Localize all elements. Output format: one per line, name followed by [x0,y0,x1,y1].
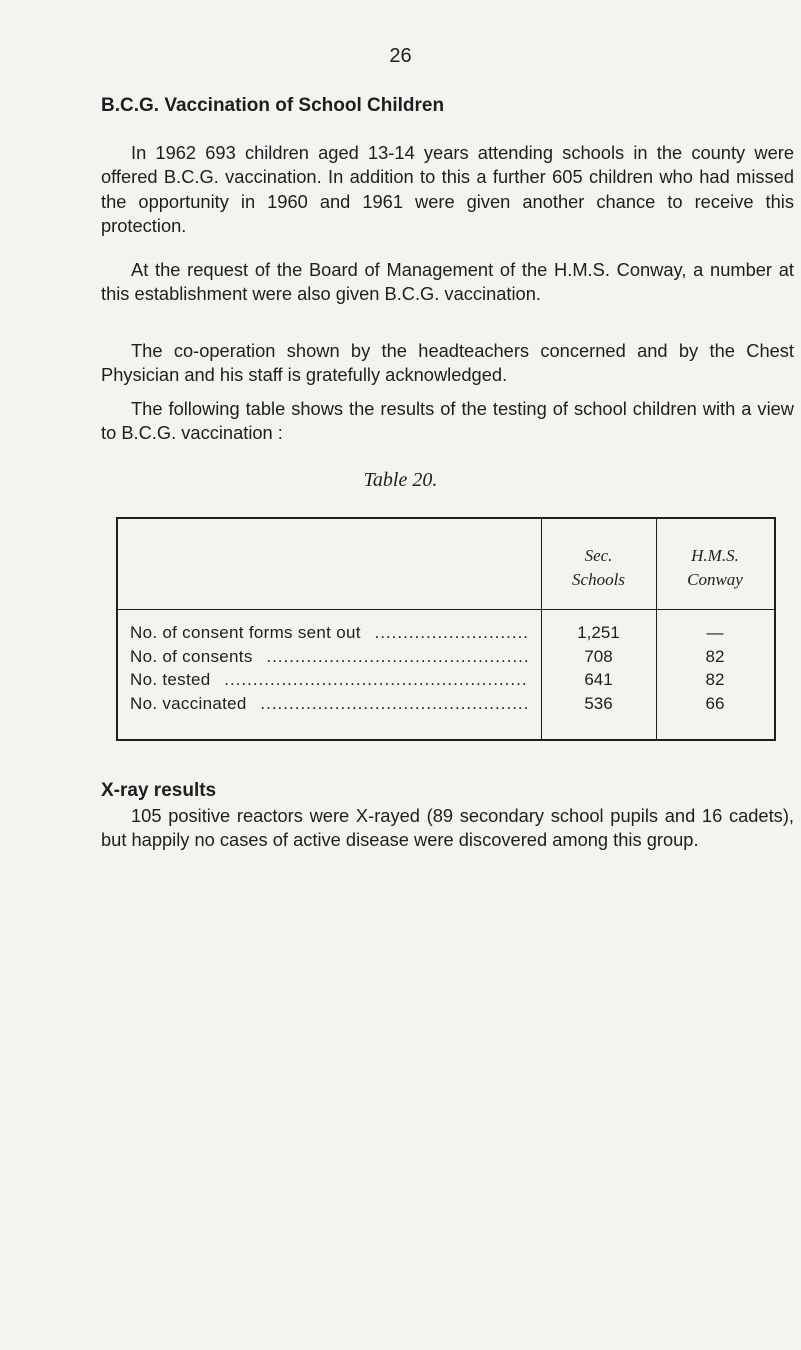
row-label-text: No. vaccinated [130,694,255,713]
column-header-hms-conway [656,544,774,592]
table-caption: Table 20. [363,469,438,491]
paragraph-hms-conway: At the request of the Board of Management of the H.M.S. Conway, a number at this establishment were also given B.C.G. vaccination. [101,259,794,305]
row-label [130,646,528,668]
paragraph-acknowledgement: The co-operation shown by the headteachers concerned and by the Chest Physician and his staff is gratefully acknowledged. [101,340,794,386]
paragraph-xray-results: 105 positive reactors were X-rayed (89 secondary school pupils and 16 cadets), but happily no cases of active disease were discovered among this group. [101,805,794,851]
cell-hms-conway: 66 [705,694,725,713]
table-row [118,669,774,691]
results-table [116,517,776,741]
column-header-line: Sec. [584,546,613,565]
paragraph-table-intro: The following table shows the results of the testing of school children with a view to B.C.G. vaccination : [101,398,794,444]
cell-sec-schools: 708 [584,647,613,666]
table-row [118,646,774,668]
row-label-text: No. tested [130,670,219,689]
column-header-line: Conway [687,570,743,589]
cell-hms-conway: — [706,623,724,642]
cell-sec-schools: 536 [584,694,613,713]
section-heading-bcg: B.C.G. Vaccination of School Children [101,95,445,116]
section-heading-xray: X-ray results [101,780,217,801]
table-row [118,622,774,644]
paragraph-intro: In 1962 693 children aged 13-14 years attending schools in the county were offered B.C.G. vaccination. In addition to this a further 605 children who had missed the opportunity in 1960 and 1961 were given another chance to receive this protection. [101,142,794,236]
row-label-text: No. of consent forms sent out [130,623,369,642]
column-header-sec-schools [541,544,656,592]
header-divider [118,609,774,610]
cell-hms-conway: 82 [705,647,725,666]
row-label-text: No. of consents [130,647,261,666]
row-label [130,669,528,691]
column-header-line: Schools [572,570,625,589]
row-label [130,693,528,715]
column-header-line: H.M.S. [691,546,739,565]
row-label [130,622,528,644]
table-row [118,693,774,715]
cell-sec-schools: 1,251 [577,623,620,642]
cell-sec-schools: 641 [584,670,613,689]
cell-hms-conway: 82 [705,670,725,689]
page-number: 26 [389,45,412,67]
